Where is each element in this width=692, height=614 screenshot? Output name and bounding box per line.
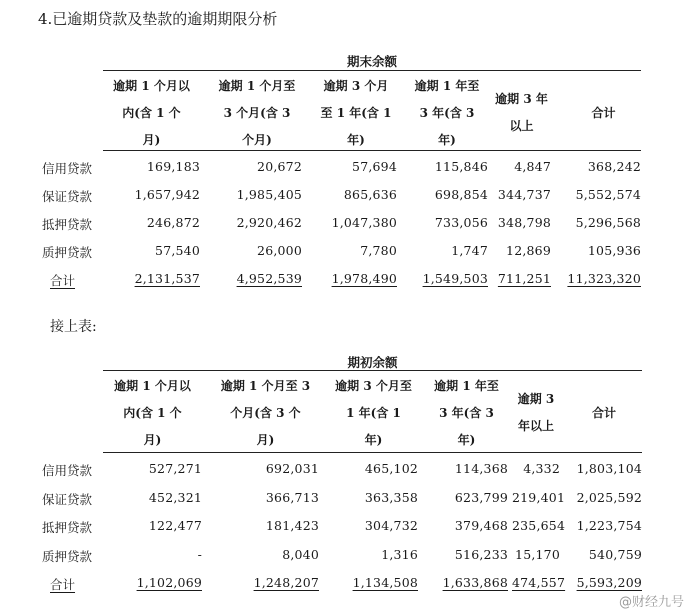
value-cell: 366,713: [265, 490, 319, 505]
column-header-line: 至 1 年(含 1: [320, 105, 392, 120]
column-header-line: 3 年(含 3: [439, 405, 494, 420]
value-cell: 1,985,405: [236, 187, 302, 202]
column-header: [566, 76, 641, 150]
value-cell: 540,759: [588, 547, 642, 562]
row-label: 抵押贷款: [42, 217, 93, 232]
row-label: 信用贷款: [42, 161, 93, 176]
value-cell: 1,803,104: [576, 461, 642, 476]
total-row-label: 合计: [50, 577, 76, 592]
column-header: [212, 76, 302, 150]
table-caption: 期初余额: [347, 355, 398, 370]
column-header-line: 合计: [591, 105, 616, 120]
value-cell: 692,031: [265, 461, 319, 476]
value-cell: 1,047,380: [331, 215, 397, 230]
value-cell: 2,025,592: [576, 490, 642, 505]
value-cell: 4,332: [523, 461, 560, 476]
total-cell: 5,593,209: [576, 575, 642, 590]
column-header-line: 逾期 1 年至: [434, 378, 499, 393]
continuation-label: 接上表:: [50, 319, 97, 335]
column-header: [512, 376, 560, 450]
value-cell: 363,358: [364, 490, 418, 505]
total-cell: 1,549,503: [422, 271, 488, 286]
column-header-line: 内(含 1 个: [123, 405, 182, 420]
value-cell: 246,872: [146, 215, 200, 230]
column-header-line: 逾期 3 个月至: [335, 378, 412, 393]
value-cell: 527,271: [148, 461, 202, 476]
value-cell: 7,780: [360, 243, 397, 258]
column-header-line: 合计: [591, 405, 616, 420]
column-header-line: 年): [347, 132, 365, 147]
row-label: 保证贷款: [42, 492, 93, 507]
value-cell: 344,737: [497, 187, 551, 202]
value-cell: 368,242: [587, 159, 641, 174]
row-label: 质押贷款: [42, 549, 93, 564]
column-header: [425, 376, 508, 450]
value-cell: 2,920,462: [236, 215, 302, 230]
value-cell: 5,296,568: [575, 215, 641, 230]
value-cell: 733,056: [434, 215, 488, 230]
value-cell: 8,040: [282, 547, 319, 562]
row-label: 抵押贷款: [42, 520, 93, 535]
value-cell: 623,799: [454, 490, 508, 505]
total-cell: 1,248,207: [253, 575, 319, 590]
column-header-line: 月): [143, 432, 162, 447]
value-cell: 1,316: [381, 547, 418, 562]
value-cell: 57,540: [155, 243, 200, 258]
value-cell: 15,170: [515, 547, 560, 562]
column-header-line: 逾期 1 个月至 3: [220, 378, 311, 393]
value-cell: 379,468: [454, 518, 508, 533]
value-cell: 115,846: [434, 159, 488, 174]
table-caption: 期末余额: [346, 54, 397, 69]
watermark: @财经九号: [618, 595, 684, 610]
total-cell: 1,134,508: [352, 575, 418, 590]
column-header-line: 年): [457, 432, 476, 447]
column-header: [103, 376, 202, 450]
column-header: [406, 76, 488, 150]
value-cell: 105,936: [587, 243, 641, 258]
column-header-line: 3 年(含 3: [419, 105, 475, 120]
total-cell: 711,251: [497, 271, 551, 286]
column-header-line: 逾期 1 个月以: [113, 78, 190, 93]
value-cell: -: [197, 547, 202, 562]
row-label: 信用贷款: [42, 463, 93, 478]
value-cell: 169,183: [146, 159, 200, 174]
total-cell: 474,557: [512, 575, 566, 590]
column-header-line: 3 个月(含 3: [223, 105, 291, 120]
value-cell: 20,672: [257, 159, 302, 174]
value-cell: 1,747: [451, 243, 488, 258]
total-cell: 1,633,868: [442, 575, 508, 590]
value-cell: 1,223,754: [576, 518, 642, 533]
value-cell: 348,798: [497, 215, 551, 230]
value-cell: 235,654: [512, 518, 566, 533]
column-header-line: 个月): [242, 132, 272, 147]
value-cell: 516,233: [454, 547, 508, 562]
column-header-line: 逾期 3 年: [495, 92, 548, 106]
column-header-line: 年): [364, 432, 383, 447]
column-header-line: 月): [142, 132, 161, 147]
value-cell: 5,552,574: [575, 187, 641, 202]
total-cell: 4,952,539: [236, 271, 302, 286]
column-header: [566, 376, 642, 450]
table-rule: [103, 370, 642, 371]
column-header-line: 逾期 1 年至: [414, 78, 480, 93]
column-header: [103, 76, 200, 150]
value-cell: 865,636: [343, 187, 397, 202]
total-cell: 2,131,537: [134, 271, 200, 286]
section-heading: 4.已逾期贷款及垫款的逾期期限分析: [38, 10, 278, 28]
column-header-line: 1 年(含 1: [346, 405, 401, 420]
value-cell: 1,657,942: [134, 187, 200, 202]
value-cell: 219,401: [512, 490, 566, 505]
total-cell: 1,978,490: [331, 271, 397, 286]
column-header-line: 逾期 3 个月: [323, 78, 389, 93]
value-cell: 304,732: [364, 518, 418, 533]
total-cell: 1,102,069: [136, 575, 202, 590]
value-cell: 122,477: [148, 518, 202, 533]
table-rule: [103, 70, 641, 71]
value-cell: 698,854: [434, 187, 488, 202]
column-header-line: 年以上: [517, 419, 554, 433]
row-label: 质押贷款: [42, 245, 93, 260]
value-cell: 465,102: [364, 461, 418, 476]
total-cell: 11,323,320: [567, 271, 641, 286]
column-header-line: 月): [256, 432, 275, 447]
value-cell: 12,869: [506, 243, 551, 258]
total-row-label: 合计: [50, 273, 76, 288]
column-header: [212, 376, 319, 450]
value-cell: 181,423: [265, 518, 319, 533]
value-cell: 114,368: [454, 461, 508, 476]
column-header-line: 逾期 1 个月至: [218, 78, 296, 93]
column-header-line: 以上: [509, 119, 534, 133]
column-header-line: 逾期 3: [517, 392, 555, 406]
column-header: [315, 76, 397, 150]
column-header-line: 逾期 1 个月以: [114, 378, 191, 393]
column-header: [492, 76, 551, 150]
column-header: [329, 376, 418, 450]
column-header-line: 年): [438, 132, 456, 147]
value-cell: 26,000: [257, 243, 302, 258]
column-header-line: 内(含 1 个: [122, 105, 181, 120]
value-cell: 57,694: [352, 159, 397, 174]
value-cell: 4,847: [514, 159, 551, 174]
value-cell: 452,321: [148, 490, 202, 505]
row-label: 保证贷款: [42, 189, 93, 204]
column-header-line: 个月(含 3 个: [230, 405, 301, 420]
